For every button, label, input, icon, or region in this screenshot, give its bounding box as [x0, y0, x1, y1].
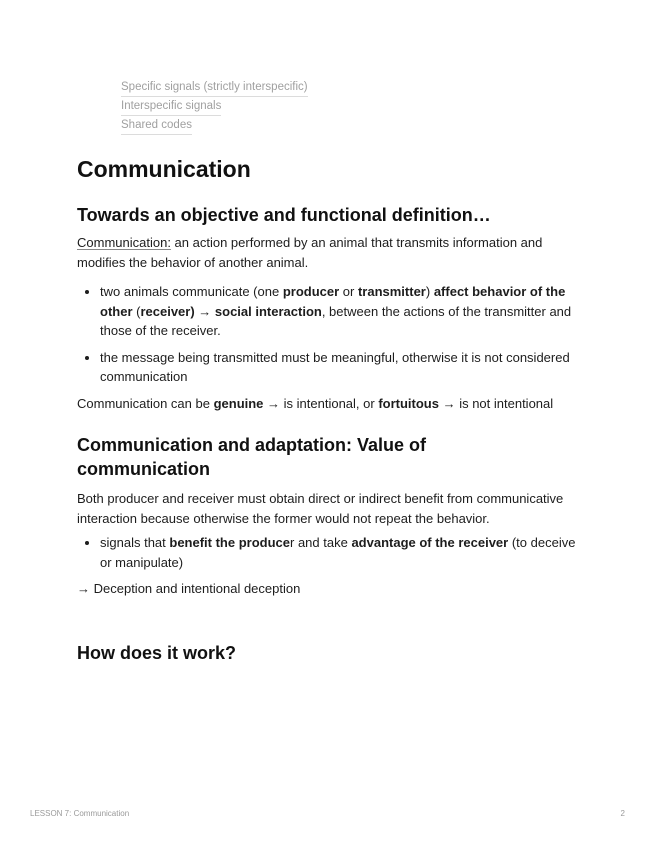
- definition-text: an action performed by an animal that transmits information and modifies the behavior of another animal.: [77, 235, 543, 270]
- deception-line: → Deception and intentional deception: [77, 581, 301, 596]
- bold-run: genuine: [213, 395, 264, 411]
- text-run: r and take: [290, 535, 352, 550]
- text-run: or: [339, 284, 358, 299]
- adaptation-paragraph: Both producer and receiver must obtain direct or indirect benefit from communicative interaction because otherwise the former would not repeat the behavior.: [77, 491, 564, 526]
- bold-run: affect behavior of the other: [100, 284, 566, 319]
- list-item: • the message being transmitted must be meaningful, otherwise it is not considered communication: [100, 348, 577, 387]
- text-run: → is not intentional: [438, 395, 554, 411]
- text-run: →: [194, 303, 215, 319]
- footer-left: LESSON 7: Communication: [30, 809, 130, 818]
- bold-run: benefit the produce: [169, 535, 290, 550]
- definition-term: Communication:: [77, 235, 171, 250]
- text-run: Communication can be: [77, 395, 214, 411]
- toc-link-interspecific-signals[interactable]: Interspecific signals: [121, 97, 221, 116]
- bold-run: social interaction: [214, 303, 322, 319]
- bold-run: fortuitous: [378, 395, 439, 411]
- footer-page-number: 2: [620, 809, 625, 818]
- toc-link-specific-signals[interactable]: Specific signals (strictly interspecific): [121, 78, 308, 97]
- text-run: two animals communicate (one: [100, 284, 283, 299]
- text-run: signals that: [100, 535, 170, 550]
- bold-run: advantage of the receiver: [351, 535, 509, 550]
- definition-paragraph: [77, 233, 577, 272]
- bold-run: producer: [282, 284, 340, 299]
- bold-run: transmitter: [357, 284, 426, 299]
- list-item: [100, 533, 577, 572]
- text-run: → is intentional, or: [263, 395, 379, 411]
- section-heading-adaptation: Communication and adaptation: Value of communication: [77, 435, 427, 479]
- section-heading-definition: Towards an objective and functional definition…: [77, 205, 491, 225]
- list-item: [100, 282, 577, 341]
- page-title: Communication: [77, 156, 251, 182]
- text-run: (: [132, 303, 141, 319]
- table-of-contents: [121, 78, 308, 135]
- genuine-fortuitous-line: [77, 394, 577, 414]
- section-heading-how-it-works: How does it work?: [77, 642, 237, 663]
- document-body: [77, 152, 577, 671]
- bold-run: receiver): [140, 303, 195, 319]
- toc-link-shared-codes[interactable]: Shared codes: [121, 116, 192, 135]
- text-run: ): [425, 284, 434, 299]
- text-run: (to deceive or manipulate): [100, 535, 576, 570]
- text-run: , between the actions of the transmitter and those of the receiver.: [100, 303, 572, 338]
- adaptation-list: [77, 533, 577, 572]
- definition-list: [77, 282, 577, 387]
